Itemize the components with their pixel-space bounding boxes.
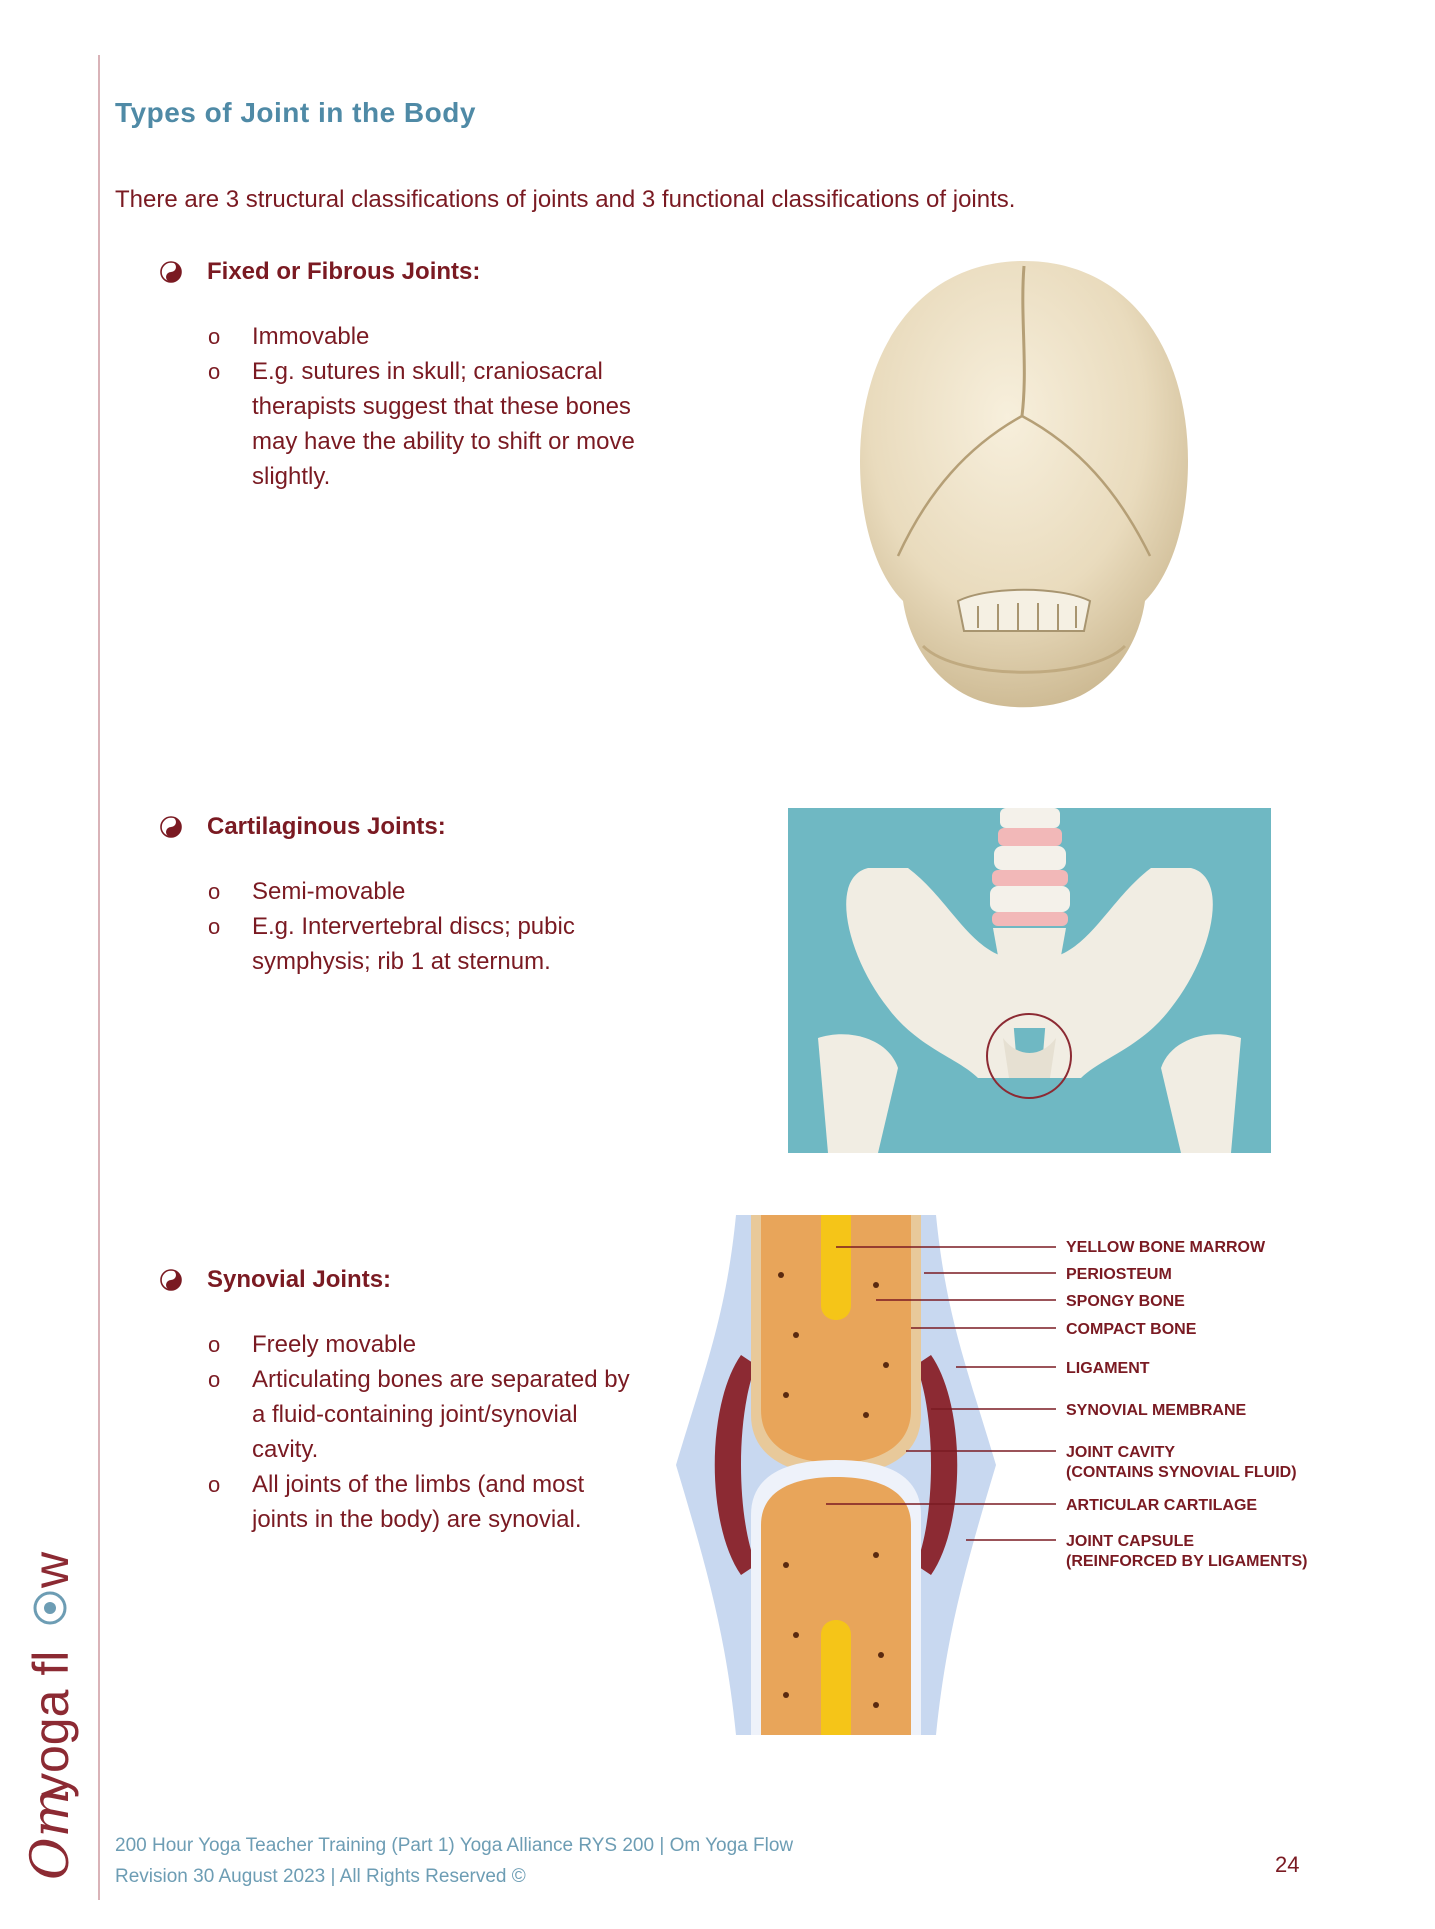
section-cartilaginous [160, 810, 760, 979]
section-heading: Cartilaginous Joints: [207, 813, 446, 840]
footer-line-1: 200 Hour Yoga Teacher Training (Part 1) Yoga Alliance RYS 200 | Om Yoga Flow [115, 1835, 794, 1856]
yin-yang-icon [160, 1269, 182, 1291]
intro-text: There are 3 structural classifications of joints and 3 functional classifications of joints. [115, 186, 1016, 213]
label-joint-cavity: JOINT CAVITY [1066, 1444, 1176, 1461]
bullet-list [160, 319, 760, 494]
list-item: o Articulating bones are separated by a fluid-containing joint/synovial cavity. [160, 1362, 632, 1467]
label-joint-cavity-note: (CONTAINS SYNOVIAL FLUID) [1066, 1464, 1297, 1481]
footer-line-2: Revision 30 August 2023 | All Rights Reserved © [115, 1866, 526, 1887]
bullet-marker: o [208, 324, 221, 349]
page-title: Types of Joint in the Body [115, 97, 476, 128]
list-item: o Immovable [160, 319, 760, 354]
om-yoga-flow-logo [8, 1515, 88, 1885]
list-item: o Freely movable [160, 1327, 760, 1362]
label-spongy-bone: SPONGY BONE [1066, 1293, 1185, 1310]
svg-text:w: w [23, 1551, 79, 1588]
yin-yang-icon [160, 816, 182, 838]
label-joint-capsule: JOINT CAPSULE [1066, 1533, 1195, 1550]
bullet-marker: o [208, 1472, 221, 1497]
bullet-marker: o [208, 1367, 221, 1392]
yin-yang-icon [160, 261, 182, 283]
svg-text:yoga fl: yoga fl [23, 1650, 79, 1798]
list-item: o E.g. sutures in skull; craniosacral therapists suggest that these bones may have the ability to shift or move slightly. [160, 354, 652, 494]
list-item: o Semi-movable [160, 874, 760, 909]
page-number: 24 [1275, 1852, 1300, 1877]
list-item: o E.g. Intervertebral discs; pubic symphysis; rib 1 at sternum. [160, 909, 672, 979]
bullet-marker: o [208, 1332, 221, 1357]
label-joint-capsule-note: (REINFORCED BY LIGAMENTS) [1066, 1553, 1308, 1570]
margin-rule [98, 55, 100, 1900]
svg-text:Om: Om [21, 1788, 81, 1880]
section-heading: Fixed or Fibrous Joints: [207, 258, 481, 285]
label-articular-cartilage: ARTICULAR CARTILAGE [1066, 1497, 1258, 1514]
pelvis-illustration [788, 808, 1271, 1153]
label-periosteum: PERIOSTEUM [1066, 1266, 1172, 1283]
label-yellow-bone-marrow: YELLOW BONE MARROW [1066, 1239, 1266, 1256]
skull-illustration [848, 256, 1200, 716]
list-item: o All joints of the limbs (and most joints in the body) are synovial. [160, 1467, 642, 1537]
section-heading: Synovial Joints: [207, 1266, 392, 1293]
bullet-marker: o [208, 914, 221, 939]
bullet-marker: o [208, 359, 221, 384]
bullet-marker: o [208, 879, 221, 904]
bullet-list [160, 874, 760, 979]
section-fibrous [160, 255, 760, 494]
label-synovial-membrane: SYNOVIAL MEMBRANE [1066, 1402, 1247, 1419]
label-ligament: LIGAMENT [1066, 1360, 1150, 1377]
label-compact-bone: COMPACT BONE [1066, 1321, 1197, 1338]
synovial-joint-diagram [666, 1215, 1316, 1735]
